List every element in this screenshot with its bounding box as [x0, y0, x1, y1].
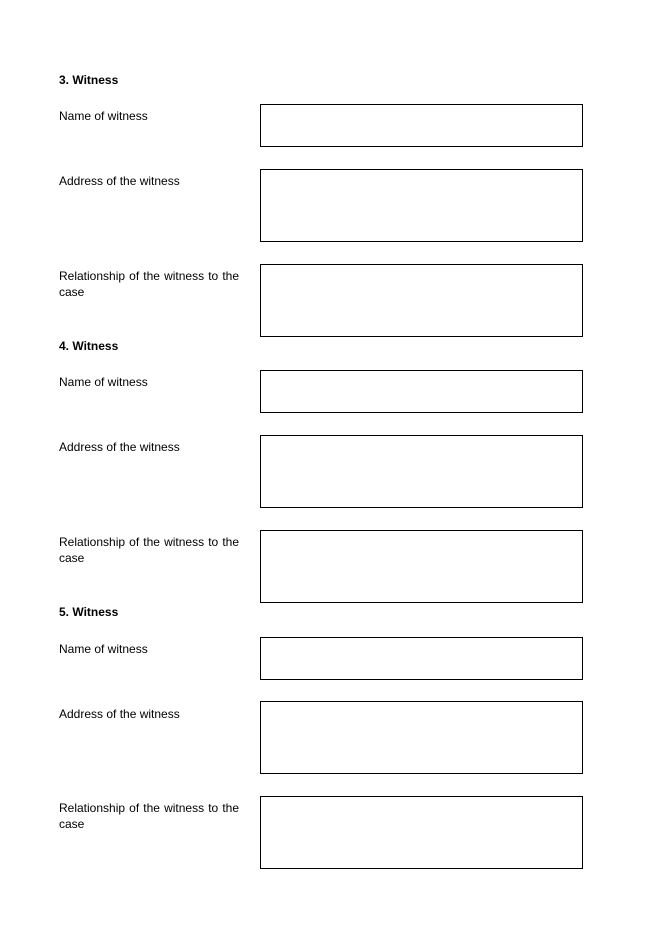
relationship-to-case-label: Relationship of the witness to the case — [59, 535, 239, 565]
relationship-to-case-label: Relationship of the witness to the case — [59, 801, 239, 831]
address-of-witness-label: Address of the witness — [59, 440, 180, 454]
address-of-witness-field[interactable] — [260, 169, 583, 242]
relationship-to-case-field[interactable] — [260, 530, 583, 603]
address-of-witness-label: Address of the witness — [59, 174, 180, 188]
address-of-witness-field[interactable] — [260, 701, 583, 774]
section-heading: 3. Witness — [59, 73, 119, 87]
address-of-witness-label: Address of the witness — [59, 707, 180, 721]
address-of-witness-field[interactable] — [260, 435, 583, 508]
name-of-witness-label: Name of witness — [59, 109, 148, 123]
relationship-to-case-label: Relationship of the witness to the case — [59, 269, 239, 299]
name-of-witness-field[interactable] — [260, 370, 583, 413]
name-of-witness-label: Name of witness — [59, 642, 148, 656]
relationship-to-case-field[interactable] — [260, 264, 583, 337]
relationship-to-case-field[interactable] — [260, 796, 583, 869]
name-of-witness-field[interactable] — [260, 637, 583, 680]
name-of-witness-label: Name of witness — [59, 375, 148, 389]
name-of-witness-field[interactable] — [260, 104, 583, 147]
section-heading: 4. Witness — [59, 339, 119, 353]
section-heading: 5. Witness — [59, 605, 119, 619]
